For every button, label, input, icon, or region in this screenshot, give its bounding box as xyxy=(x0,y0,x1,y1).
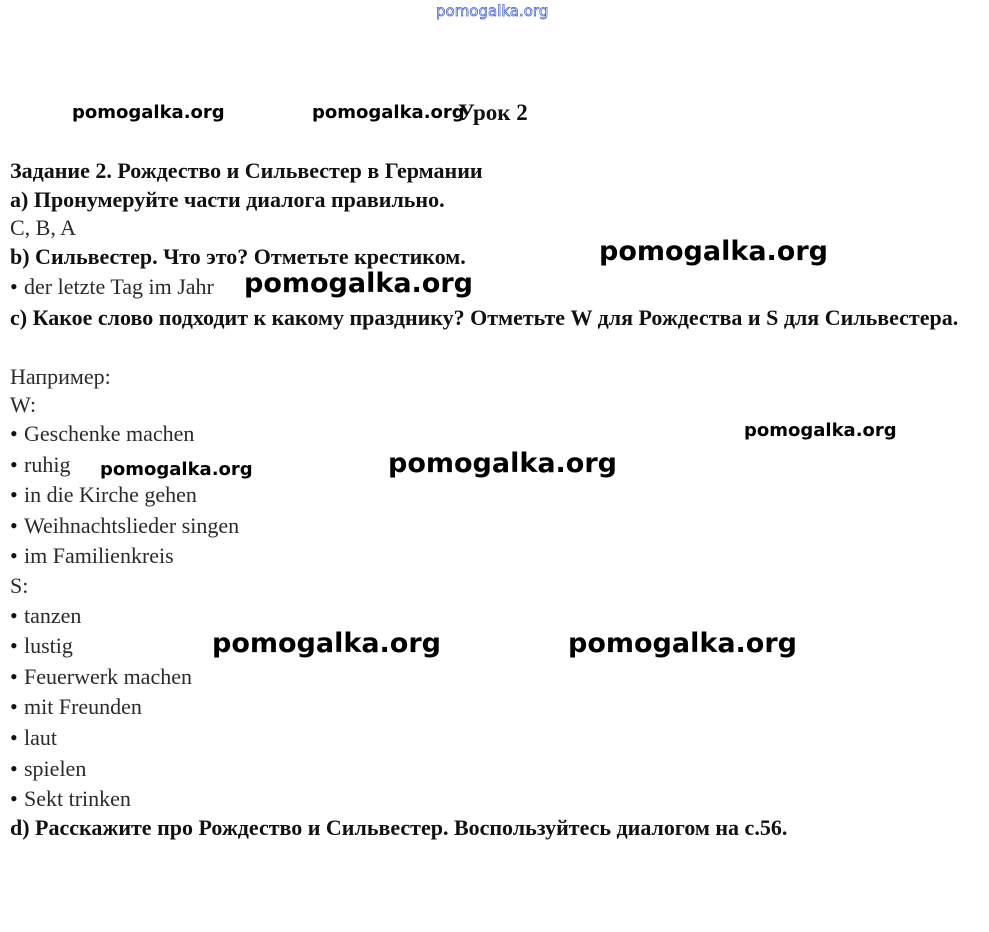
list-item-w xyxy=(10,482,197,508)
list-item-text: Geschenke machen xyxy=(24,421,195,446)
bullet-icon xyxy=(10,725,24,750)
watermark: pomogalka.org xyxy=(312,102,465,123)
list-item-s xyxy=(10,756,86,782)
bullet-icon xyxy=(10,664,24,689)
bullet-icon xyxy=(10,633,24,658)
list-item-text: spielen xyxy=(24,756,87,781)
list-item-s xyxy=(10,694,142,720)
part-b-heading: b) Сильвестер. Что это? Отметьте крестиком. xyxy=(10,244,466,269)
watermark: pomogalka.org xyxy=(388,448,617,479)
list-item-w xyxy=(10,543,174,569)
list-item-s xyxy=(10,633,73,659)
bullet-icon xyxy=(10,756,24,781)
list-item-text: lustig xyxy=(24,633,73,658)
watermark: pomogalka.org xyxy=(212,628,441,659)
bullet-icon xyxy=(10,694,24,719)
list-item-text: Feuerwerk machen xyxy=(24,664,192,689)
watermark: pomogalka.org xyxy=(244,268,473,299)
watermark: pomogalka.org xyxy=(100,459,253,480)
list-item-text: im Familienkreis xyxy=(24,543,174,568)
part-a-heading: a) Пронумеруйте части диалога правильно. xyxy=(10,187,445,212)
example-label: Например: xyxy=(10,364,111,389)
w-label: W: xyxy=(10,392,37,417)
list-item-w xyxy=(10,513,239,539)
list-item-s xyxy=(10,664,192,690)
watermark-top: pomogalka.org xyxy=(436,2,549,20)
list-item-w xyxy=(10,452,70,478)
part-b-answer-item xyxy=(10,274,214,300)
list-item-w xyxy=(10,421,194,447)
bullet-icon xyxy=(10,786,24,811)
watermark: pomogalka.org xyxy=(72,102,225,123)
watermark: pomogalka.org xyxy=(568,628,797,659)
bullet-icon xyxy=(10,513,24,538)
task-title: Задание 2. Рождество и Сильвестер в Германии xyxy=(10,158,483,183)
part-a-answer: C, B, A xyxy=(10,215,77,240)
watermark: pomogalka.org xyxy=(744,420,897,441)
list-item-text: Weihnachtslieder singen xyxy=(24,513,240,538)
bullet-icon xyxy=(10,274,24,299)
list-item-text: ruhig xyxy=(24,452,71,477)
list-item-text: mit Freunden xyxy=(24,694,142,719)
bullet-icon xyxy=(10,482,24,507)
list-item-text: Sekt trinken xyxy=(24,786,131,811)
bullet-icon xyxy=(10,452,24,477)
list-item-s xyxy=(10,603,81,629)
bullet-icon xyxy=(10,543,24,568)
bullet-icon xyxy=(10,421,24,446)
list-item-s xyxy=(10,786,131,812)
list-item-s xyxy=(10,725,57,751)
part-b-answer: der letzte Tag im Jahr xyxy=(24,274,214,299)
list-item-text: tanzen xyxy=(24,603,82,628)
bullet-icon xyxy=(10,603,24,628)
part-c-heading: c) Какое слово подходит к какому празднику? Отметьте W для Рождества и S для Сильвестера. xyxy=(10,305,959,330)
s-label: S: xyxy=(10,573,29,598)
list-item-text: laut xyxy=(24,725,57,750)
lesson-title: Урок 2 xyxy=(458,100,528,125)
watermark: pomogalka.org xyxy=(599,236,828,267)
list-item-text: in die Kirche gehen xyxy=(24,482,197,507)
part-d-heading: d) Расскажите про Рождество и Сильвестер. Воспользуйтесь диалогом на с.56. xyxy=(10,815,788,840)
